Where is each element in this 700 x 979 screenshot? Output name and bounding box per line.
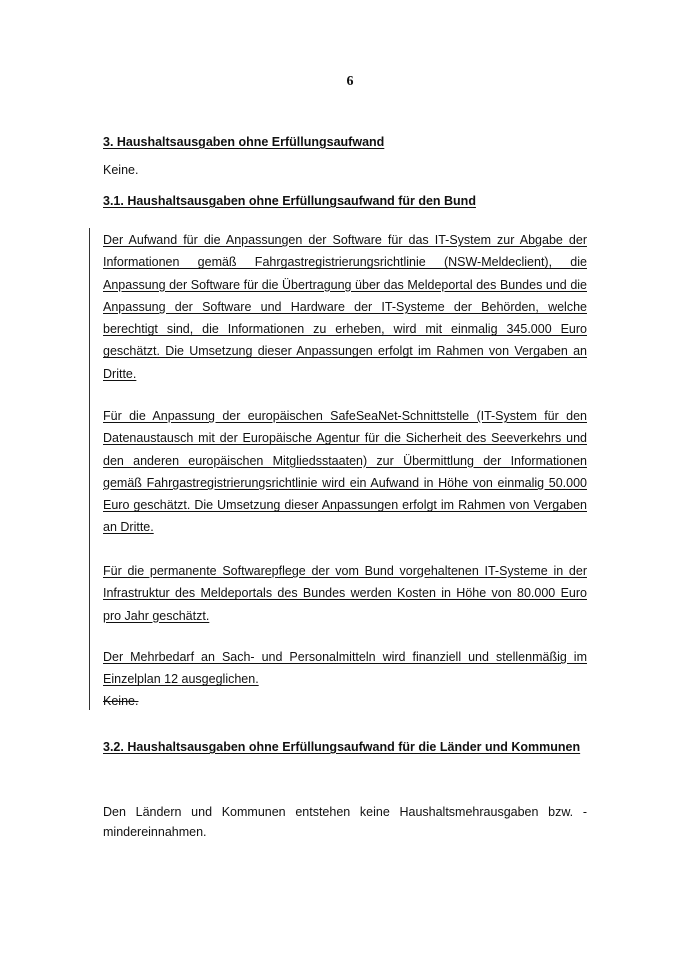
page-number: 6	[346, 74, 354, 89]
section-3-heading: 3. Haushaltsausgaben ohne Erfüllungsaufwand	[103, 135, 385, 149]
paragraph-safeseanet: Für die Anpassung der europäischen SafeSeaNet-Schnittstelle (IT-System für den Datenaustausch mit der Europäische Agentur für die Sicherheit des Seeverkehrs und den anderen europäischen Mitgliedsstaaten) zur Übermittlung der Informationen gemäß Fahrgastregistrierungsrichtlinie wird ein Aufwand in Höhe von einmalig 50.000 Euro geschätzt. Die Umsetzung dieser Anpassungen erfolgt im Rahmen von Vergaben an Dritte.	[103, 409, 587, 535]
change-bar	[89, 228, 90, 710]
paragraph-software-adjustment: Der Aufwand für die Anpassungen der Software für das IT-System zur Abgabe der Informationen gemäß Fahrgastregistrierungsrichtlinie (NSW-Meldeclient), die Anpassung der Software für die Übertragung über das Meldeportal des Bundes und die Anpassung der Software und Hardware der IT-Systeme der Behörden, welche berechtigt sind, die Informationen zu erheben, wird mit einmalig 345.000 Euro geschätzt. Die Umsetzung dieser Anpassungen erfolgt im Rahmen von Vergaben an Dritte.	[103, 233, 587, 381]
section-3-2-heading: 3.2. Haushaltsausgaben ohne Erfüllungsaufwand für die Länder und Kommunen	[103, 740, 581, 754]
paragraph-additional-need: Der Mehrbedarf an Sach- und Personalmitteln wird finanziell und stellenmäßig im Einzelplan 12 ausgeglichen.	[103, 650, 587, 687]
paragraph-software-maintenance: Für die permanente Softwarepflege der vom Bund vorgehaltenen IT-Systeme in der Infrastruktur des Meldeportals des Bundes werden Kosten in Höhe von 80.000 Euro pro Jahr geschätzt.	[103, 564, 587, 623]
section-3-2-text: Den Ländern und Kommunen entstehen keine Haushaltsmehrausgaben bzw. -mindereinnahmen.	[103, 805, 587, 839]
section-3-text: Keine.	[103, 163, 139, 177]
struck-text: Keine.	[103, 694, 139, 708]
section-3-1-heading: 3.1. Haushaltsausgaben ohne Erfüllungsaufwand für den Bund	[103, 194, 476, 208]
